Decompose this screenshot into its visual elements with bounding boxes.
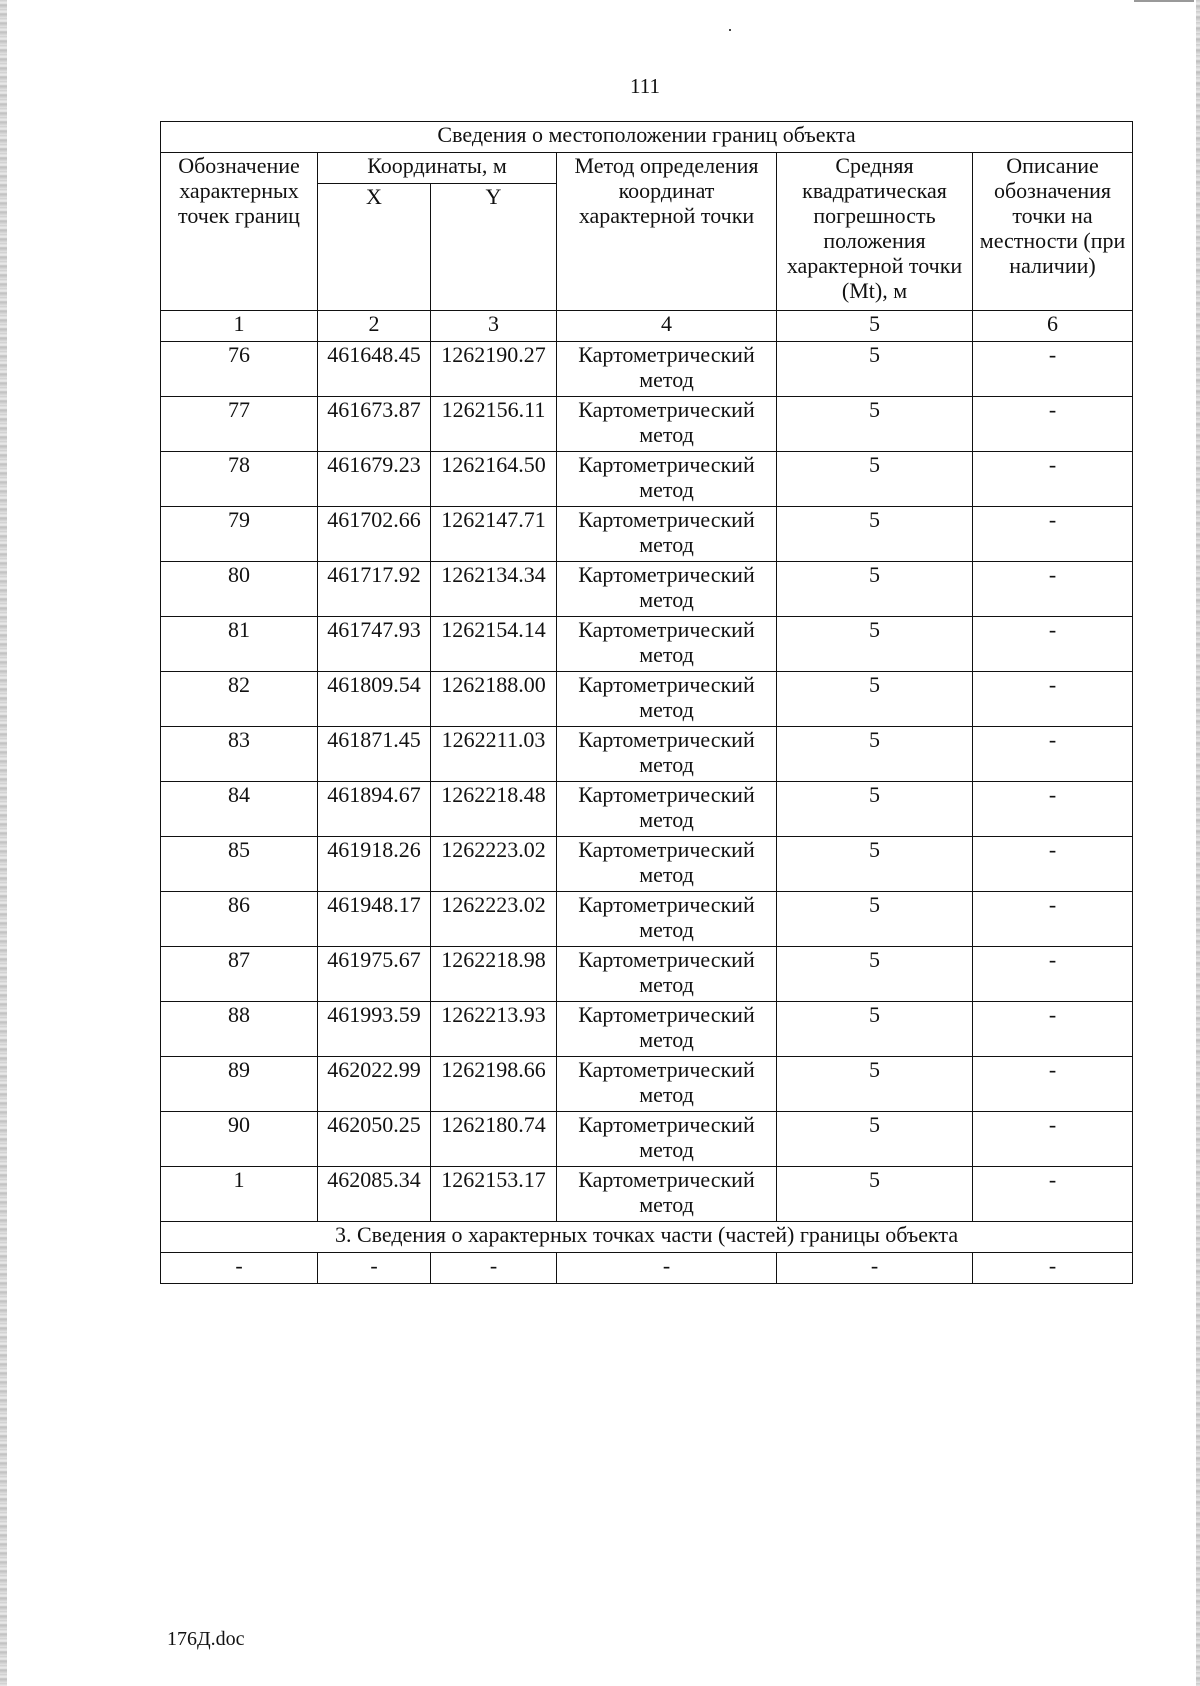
table-cell-x: 462022.99 <box>318 1057 431 1112</box>
table-cell-x: 461673.87 <box>318 397 431 452</box>
table-cell-point: 79 <box>161 507 318 562</box>
table-cell-method: Картометрический метод <box>557 617 777 672</box>
table-cell-x: 462050.25 <box>318 1112 431 1167</box>
scan-edge-left <box>0 0 7 1686</box>
table-cell-description: - <box>973 1057 1133 1112</box>
table-cell-error: 5 <box>777 1002 973 1057</box>
table-row <box>161 782 1133 837</box>
table-cell-point: 87 <box>161 947 318 1002</box>
table-row <box>161 892 1133 947</box>
page-number: 111 <box>630 74 660 98</box>
footer-filename: 176Д.doc <box>167 1628 245 1650</box>
table-cell-description: - <box>973 727 1133 782</box>
section-3-empty-row <box>161 1253 1133 1284</box>
table-row <box>161 397 1133 452</box>
table-cell-method: Картометрический метод <box>557 452 777 507</box>
table-cell-error: 5 <box>777 1167 973 1222</box>
table-cell-error: 5 <box>777 892 973 947</box>
table-cell-y: 1262156.11 <box>431 397 557 452</box>
column-number: 3 <box>431 311 557 342</box>
table-cell-error: 5 <box>777 452 973 507</box>
table-row <box>161 1112 1133 1167</box>
table-row <box>161 507 1133 562</box>
column-number: 1 <box>161 311 318 342</box>
table-cell-method: Картометрический метод <box>557 1112 777 1167</box>
table-cell-point: 84 <box>161 782 318 837</box>
table-cell-description: - <box>973 452 1133 507</box>
table-row <box>161 562 1133 617</box>
table-cell-description: - <box>973 507 1133 562</box>
table-cell-x: 461948.17 <box>318 892 431 947</box>
table-cell-point: 82 <box>161 672 318 727</box>
header-point-designation: Обозначение характерных точек границ <box>161 153 318 311</box>
table-cell-x: 461809.54 <box>318 672 431 727</box>
scan-mark-top <box>1134 0 1194 2</box>
table-cell-x: 461975.67 <box>318 947 431 1002</box>
table-row <box>161 1167 1133 1222</box>
table-cell-description: - <box>973 1112 1133 1167</box>
table-cell-y: 1262180.74 <box>431 1112 557 1167</box>
table-cell-error: 5 <box>777 837 973 892</box>
column-number: 4 <box>557 311 777 342</box>
table-cell-method: Картометрический метод <box>557 562 777 617</box>
table-cell-point: 1 <box>161 1167 318 1222</box>
column-number: 2 <box>318 311 431 342</box>
table-cell-y: 1262147.71 <box>431 507 557 562</box>
table-cell-description: - <box>973 342 1133 397</box>
table-title: Сведения о местоположении границ объекта <box>161 122 1133 153</box>
table-cell-x: 461894.67 <box>318 782 431 837</box>
table-row <box>161 342 1133 397</box>
table-cell-point: 88 <box>161 1002 318 1057</box>
table-cell-point: 80 <box>161 562 318 617</box>
table-cell-y: 1262134.34 <box>431 562 557 617</box>
table-row <box>161 1002 1133 1057</box>
table-cell-description: - <box>973 1167 1133 1222</box>
table-cell-point: 77 <box>161 397 318 452</box>
table-cell-description: - <box>973 892 1133 947</box>
empty-cell: - <box>557 1253 777 1284</box>
table-cell-point: 81 <box>161 617 318 672</box>
table-cell-y: 1262154.14 <box>431 617 557 672</box>
table-cell-method: Картометрический метод <box>557 1057 777 1112</box>
table-cell-method: Картометрический метод <box>557 1167 777 1222</box>
table-cell-x: 461871.45 <box>318 727 431 782</box>
table-cell-error: 5 <box>777 727 973 782</box>
table-cell-y: 1262218.48 <box>431 782 557 837</box>
table-cell-y: 1262164.50 <box>431 452 557 507</box>
table-row <box>161 837 1133 892</box>
table-row <box>161 452 1133 507</box>
table-body <box>161 122 1133 1284</box>
table-row <box>161 947 1133 1002</box>
table-row <box>161 727 1133 782</box>
table-cell-method: Картометрический метод <box>557 397 777 452</box>
table-cell-method: Картометрический метод <box>557 342 777 397</box>
table-cell-x: 461702.66 <box>318 507 431 562</box>
header-coordinates-group: Координаты, м <box>318 153 557 184</box>
table-cell-error: 5 <box>777 617 973 672</box>
table-cell-point: 90 <box>161 1112 318 1167</box>
boundary-coordinates-table <box>160 121 1133 1284</box>
section-3-title: 3. Сведения о характерных точках части (частей) границы объекта <box>161 1222 1133 1253</box>
table-cell-x: 461679.23 <box>318 452 431 507</box>
table-cell-x: 461747.93 <box>318 617 431 672</box>
table-cell-point: 83 <box>161 727 318 782</box>
table-cell-error: 5 <box>777 1057 973 1112</box>
table-cell-method: Картометрический метод <box>557 672 777 727</box>
table-cell-error: 5 <box>777 397 973 452</box>
table-cell-y: 1262211.03 <box>431 727 557 782</box>
table-cell-method: Картометрический метод <box>557 837 777 892</box>
table-cell-method: Картометрический метод <box>557 892 777 947</box>
header-y: Y <box>431 184 557 311</box>
empty-cell: - <box>318 1253 431 1284</box>
table-cell-y: 1262190.27 <box>431 342 557 397</box>
table-cell-x: 462085.34 <box>318 1167 431 1222</box>
table-cell-x: 461648.45 <box>318 342 431 397</box>
table-cell-description: - <box>973 1002 1133 1057</box>
table-cell-error: 5 <box>777 672 973 727</box>
table-cell-y: 1262188.00 <box>431 672 557 727</box>
header-method: Метод определения координат характерной точки <box>557 153 777 311</box>
table-cell-description: - <box>973 562 1133 617</box>
table-row <box>161 617 1133 672</box>
table-cell-y: 1262223.02 <box>431 892 557 947</box>
table-cell-x: 461918.26 <box>318 837 431 892</box>
column-number: 6 <box>973 311 1133 342</box>
table-cell-description: - <box>973 947 1133 1002</box>
table-cell-point: 86 <box>161 892 318 947</box>
table-row <box>161 1057 1133 1112</box>
section-3-title-row <box>161 1222 1133 1253</box>
scan-speck <box>729 29 731 31</box>
table-cell-description: - <box>973 837 1133 892</box>
empty-cell: - <box>431 1253 557 1284</box>
table-cell-point: 85 <box>161 837 318 892</box>
table-cell-y: 1262223.02 <box>431 837 557 892</box>
table-title-row <box>161 122 1133 153</box>
table-cell-x: 461993.59 <box>318 1002 431 1057</box>
table-cell-method: Картометрический метод <box>557 782 777 837</box>
table-cell-error: 5 <box>777 947 973 1002</box>
empty-cell: - <box>973 1253 1133 1284</box>
empty-cell: - <box>161 1253 318 1284</box>
table-cell-description: - <box>973 672 1133 727</box>
table-cell-point: 89 <box>161 1057 318 1112</box>
table-cell-error: 5 <box>777 562 973 617</box>
table-cell-method: Картометрический метод <box>557 1002 777 1057</box>
table-cell-y: 1262213.93 <box>431 1002 557 1057</box>
table-cell-description: - <box>973 397 1133 452</box>
empty-cell: - <box>777 1253 973 1284</box>
table-row <box>161 672 1133 727</box>
table-cell-method: Картометрический метод <box>557 727 777 782</box>
scan-edge-right <box>1196 0 1200 1686</box>
table-cell-point: 76 <box>161 342 318 397</box>
header-description: Описание обозначения точки на местности (при наличии) <box>973 153 1133 311</box>
table-cell-y: 1262218.98 <box>431 947 557 1002</box>
table-cell-y: 1262198.66 <box>431 1057 557 1112</box>
header-row-1 <box>161 153 1133 184</box>
header-x: X <box>318 184 431 311</box>
table-cell-description: - <box>973 617 1133 672</box>
table-cell-point: 78 <box>161 452 318 507</box>
table-cell-y: 1262153.17 <box>431 1167 557 1222</box>
table-cell-description: - <box>973 782 1133 837</box>
table-cell-error: 5 <box>777 1112 973 1167</box>
column-numbers-row <box>161 311 1133 342</box>
table-cell-method: Картометрический метод <box>557 507 777 562</box>
table-cell-error: 5 <box>777 507 973 562</box>
column-number: 5 <box>777 311 973 342</box>
header-mean-error: Средняя квадратическая погрешность положения характерной точки (Mt), м <box>777 153 973 311</box>
table-cell-x: 461717.92 <box>318 562 431 617</box>
table-cell-error: 5 <box>777 782 973 837</box>
table-cell-method: Картометрический метод <box>557 947 777 1002</box>
table-cell-error: 5 <box>777 342 973 397</box>
